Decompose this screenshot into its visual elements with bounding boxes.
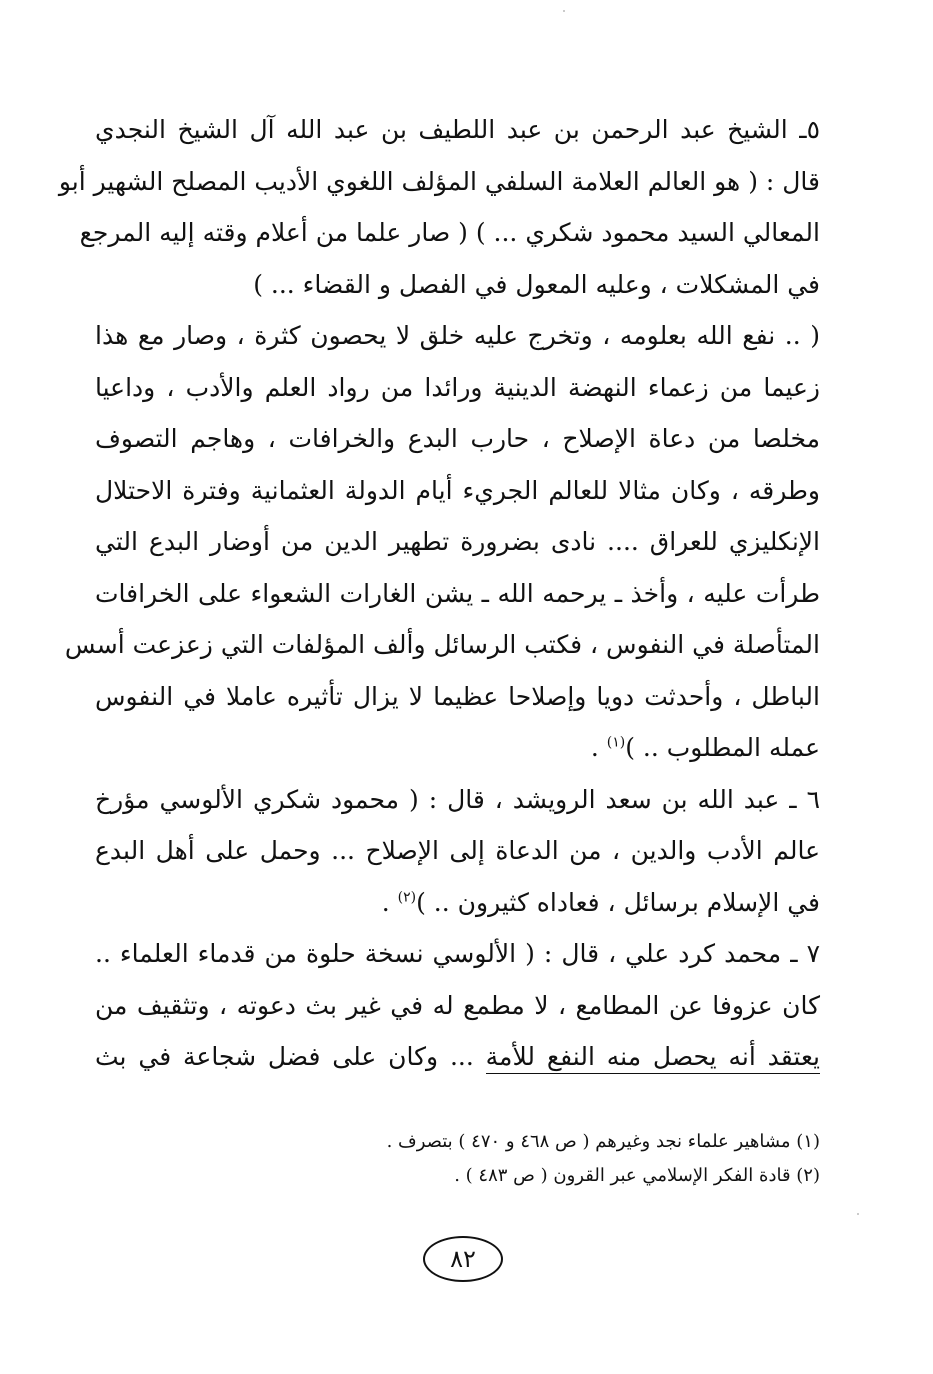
text-line: الباطل ، وأحدثت دويا وإصلاحا عظيما لا يزال تأثيره عاملا في النفوس [95,681,820,711]
text-line: الإنكليزي للعراق .... نادى بضرورة تطهير الدين من أوضار البدع التي [95,527,820,556]
text-line: قال : ( هو العالم العلامة السلفي المؤلف اللغوي الأديب المصلح الشهير أبو [58,166,820,196]
text-line: ٥ـ الشيخ عبد الرحمن بن عبد اللطيف بن عبد الله آل الشيخ النجدي [95,115,820,144]
text-line: طرأت عليه ، وأخذ ـ يرحمه الله ـ يشن الغارات الشعواء على الخرافات [95,578,820,608]
text-fragment: في الإسلام برسائل ، فعاداه كثيرون .. ) [416,887,820,917]
footnote-2: (٢) قادة الفكر الإسلامي عبر القرون ( ص ٤٨٣ ) . [454,1165,820,1186]
main-text [58,104,820,1083]
page-number: ٨٢ [423,1236,503,1282]
paragraph-6 [95,774,820,929]
text-fragment: عمله المطلوب .. ) [625,733,820,762]
text-line: ٦ ـ عبد الله بن سعد الرويشد ، قال : ( محمود شكري الألوسي مؤرخ [95,784,820,814]
underlined-text: يعتقد أنه يحصل منه النفع للأمة [486,1042,820,1074]
text-line: في المشكلات ، وعليه المعول في الفصل و القضاء ... ) [253,269,820,299]
scan-speck [563,10,565,12]
text-line: ( .. نفع الله بعلومه ، وتخرج عليه خلق لا يحصون كثرة ، وصار مع هذا [95,321,820,350]
scan-speck [857,1213,859,1215]
text-fragment: . [590,733,607,762]
text-fragment: . [381,887,398,917]
text-line: المعالي السيد محمود شكري ... ) ( صار علما من أعلام وقته إليه المرجع [79,218,820,247]
paragraph-5 [58,104,820,310]
text-line: ٧ ـ محمد كرد علي ، قال : ( الألوسي نسخة حلوة من قدماء العلماء .. [95,939,820,968]
text-line [95,877,820,929]
quote-paragraph [64,310,820,774]
text-line: المتأصلة في النفوس ، فكتب الرسائل وألف المؤلفات التي زعزعت أسس [64,630,820,659]
text-line [95,1031,820,1083]
text-fragment: ... وكان على فضل شجاعة في بث [95,1042,486,1071]
paragraph-7 [95,928,820,1083]
text-line [95,722,820,774]
text-line: مخلصا من دعاة الإصلاح ، حارب البدع والخرافات ، وهاجم التصوف [95,424,820,453]
footnote-ref: (١) [606,734,626,751]
text-line: زعيما من زعماء النهضة الدينية ورائدا من رواد العلم والأدب ، وداعيا [95,372,820,402]
text-line: وطرقه ، وكان مثالا للعالم الجريء أيام الدولة العثمانية وفترة الاحتلال [95,475,820,505]
text-line: كان عزوفا عن المطامع ، لا مطمع له في غير بث دعوته ، وتثقيف من [95,990,820,1020]
text-line: عالم الأدب والدين ، من الدعاة إلى الإصلاح ... وحمل على أهل البدع [95,836,820,865]
footnote-ref: (٢) [397,889,417,906]
footnotes [95,1125,820,1193]
footnote-1: (١) مشاهير علماء نجد وغيرهم ( ص ٤٦٨ و ٤٧٠ ) بتصرف . [386,1131,820,1152]
